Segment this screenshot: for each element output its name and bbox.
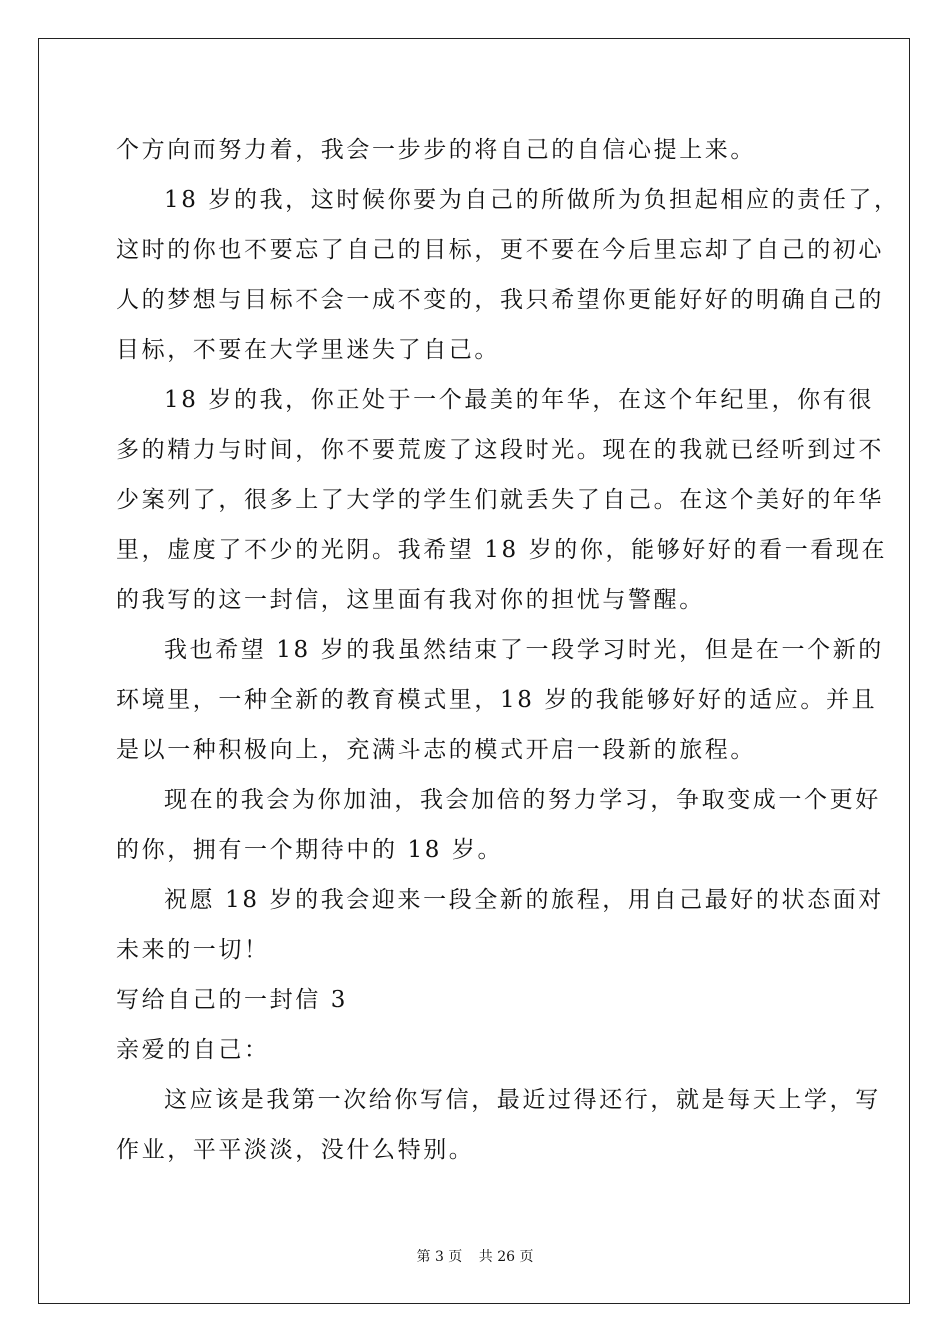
text-line: 现在的我会为你加油，我会加倍的努力学习，争取变成一个更好	[164, 787, 881, 813]
text-line: 是以一种积极向上，充满斗志的模式开启一段新的旅程。	[116, 737, 756, 763]
text-line: 环境里，一种全新的教育模式里，18 岁的我能够好好的适应。并且	[116, 687, 878, 713]
text-line: 18 岁的我，你正处于一个最美的年华，在这个年纪里，你有很	[164, 387, 874, 413]
page-footer	[0, 1246, 950, 1266]
text-line: 未来的一切！	[116, 937, 270, 963]
section-heading: 写给自己的一封信 3	[116, 987, 348, 1013]
text-line: 我也希望 18 岁的我虽然结束了一段学习时光，但是在一个新的	[164, 637, 884, 663]
text-line: 里，虚度了不少的光阴。我希望 18 岁的你，能够好好的看一看现在	[116, 537, 888, 563]
text-line: 人的梦想与目标不会一成不变的，我只希望你更能好好的明确自己的	[116, 287, 884, 313]
text-line: 这应该是我第一次给你写信，最近过得还行，就是每天上学，写	[164, 1087, 881, 1113]
text-line: 作业，平平淡淡，没什么特别。	[116, 1137, 475, 1163]
text-line: 这时的你也不要忘了自己的目标，更不要在今后里忘却了自己的初心	[116, 237, 884, 263]
text-line: 的你，拥有一个期待中的 18 岁。	[116, 837, 504, 863]
document-body	[116, 125, 900, 1175]
salutation: 亲爱的自己：	[116, 1037, 270, 1063]
text-line: 的我写的这一封信，这里面有我对你的担忧与警醒。	[116, 587, 705, 613]
text-line: 多的精力与时间，你不要荒废了这段时光。现在的我就已经听到过不	[116, 437, 884, 463]
text-line: 个方向而努力着，我会一步步的将自己的自信心提上来。	[116, 137, 756, 163]
text-line: 18 岁的我，这时候你要为自己的所做所为负担起相应的责任了，	[164, 187, 900, 213]
text-line: 少案列了，很多上了大学的学生们就丢失了自己。在这个美好的年华	[116, 487, 884, 513]
page-number: 第 3 页	[416, 1249, 463, 1265]
page-total: 共 26 页	[478, 1249, 534, 1265]
text-line: 目标，不要在大学里迷失了自己。	[116, 337, 500, 363]
text-line: 祝愿 18 岁的我会迎来一段全新的旅程，用自己最好的状态面对	[164, 887, 884, 913]
